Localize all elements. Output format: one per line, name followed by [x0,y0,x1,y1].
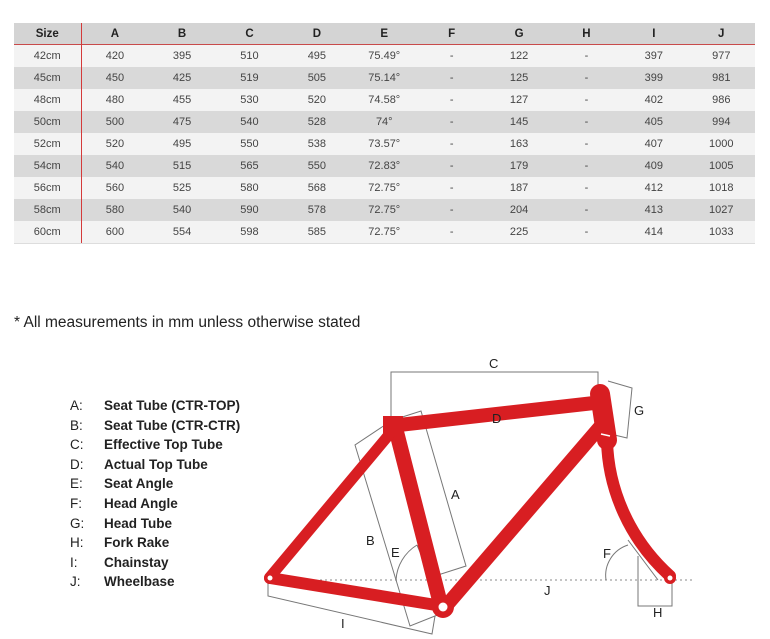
table-cell: - [418,45,485,68]
table-cell: 540 [81,155,148,177]
table-cell: 163 [485,133,552,155]
table-cell: - [553,199,620,221]
label-e: E [391,545,400,560]
fork [607,440,670,576]
label-i: I [341,616,345,631]
table-cell: 127 [485,89,552,111]
size-cell: 60cm [14,221,81,244]
legend-label: Actual Top Tube [104,456,208,472]
table-cell: 580 [216,177,283,199]
table-cell: - [418,221,485,244]
head-tube [600,394,607,440]
measurement-note: * All measurements in mm unless otherwise stated [14,314,361,331]
label-g: G [634,403,645,418]
table-cell: 525 [148,177,215,199]
table-cell: 475 [148,111,215,133]
table-cell: 204 [485,199,552,221]
table-cell: 986 [688,89,755,111]
table-cell: 515 [148,155,215,177]
size-cell: 56cm [14,177,81,199]
legend-label: Wheelbase [104,574,175,590]
table-cell: 600 [81,221,148,244]
legend-key: F: [70,495,82,511]
label-j: J [544,583,551,598]
bottom-bracket-hole [439,603,448,612]
table-cell: 528 [283,111,350,133]
legend-label: Head Angle [104,495,178,511]
table-cell: 402 [620,89,687,111]
table-cell: 179 [485,155,552,177]
table-cell: 73.57° [351,133,418,155]
table-cell: 550 [283,155,350,177]
table-cell: 405 [620,111,687,133]
table-cell: 495 [148,133,215,155]
label-d: D [492,411,502,426]
table-cell: 530 [216,89,283,111]
table-cell: 977 [688,45,755,68]
table-cell: 519 [216,67,283,89]
table-cell: 598 [216,221,283,244]
table-cell: 420 [81,45,148,68]
table-cell: - [418,177,485,199]
bike-frame [270,394,670,606]
table-cell: 74.58° [351,89,418,111]
table-cell: 550 [216,133,283,155]
column-header-g: G [485,23,552,45]
legend-key: J: [70,574,81,590]
table-cell: 580 [81,199,148,221]
table-cell: - [418,155,485,177]
table-cell: - [553,155,620,177]
legend-label: Effective Top Tube [104,437,223,453]
size-cell: 48cm [14,89,81,111]
table-cell: 397 [620,45,687,68]
legend-label: Chainstay [104,554,169,570]
column-header-h: H [553,23,620,45]
seat-tube [395,426,441,606]
label-b: B [366,533,375,548]
table-cell: 540 [148,199,215,221]
column-header-i: I [620,23,687,45]
table-cell: 565 [216,155,283,177]
legend-key: E: [70,476,83,492]
column-header-f: F [418,23,485,45]
down-tube [446,420,606,606]
column-header-c: C [216,23,283,45]
table-cell: 578 [283,199,350,221]
table-cell: 554 [148,221,215,244]
legend-key: G: [70,515,85,531]
table-cell: 590 [216,199,283,221]
table-cell: 568 [283,177,350,199]
table-cell: 520 [81,133,148,155]
table-cell: 994 [688,111,755,133]
column-header-d: D [283,23,350,45]
table-cell: 510 [216,45,283,68]
table-cell: 122 [485,45,552,68]
table-cell: 125 [485,67,552,89]
table-cell: 480 [81,89,148,111]
table-cell: 74° [351,111,418,133]
column-header-e: E [351,23,418,45]
table-cell: - [553,67,620,89]
size-cell: 54cm [14,155,81,177]
legend-label: Seat Tube (CTR-TOP) [104,398,241,413]
table-cell: - [553,45,620,68]
rear-dropout-hole [268,576,273,581]
table-cell: 1000 [688,133,755,155]
size-cell: 45cm [14,67,81,89]
label-a: A [451,487,460,502]
table-cell: 495 [283,45,350,68]
legend-label: Seat Angle [104,476,174,492]
table-cell: - [418,111,485,133]
table-cell: 520 [283,89,350,111]
table-cell: - [553,89,620,111]
table-cell: - [553,221,620,244]
table-cell: - [418,199,485,221]
table-cell: 75.14° [351,67,418,89]
table-cell: 1027 [688,199,755,221]
table-cell: 412 [620,177,687,199]
chain-stay [270,578,442,606]
table-cell: 450 [81,67,148,89]
table-cell: 414 [620,221,687,244]
table-cell: 225 [485,221,552,244]
column-header-a: A [81,23,148,45]
table-cell: 560 [81,177,148,199]
legend-label: Fork Rake [104,535,170,551]
label-h: H [653,605,663,620]
table-cell: - [553,177,620,199]
table-cell: - [553,133,620,155]
legend-key: B: [70,417,83,433]
legend-key: H: [70,535,84,551]
table-cell: 500 [81,111,148,133]
column-header-size: Size [14,23,81,45]
table-cell: 1033 [688,221,755,244]
table-cell: 413 [620,199,687,221]
table-cell: - [418,67,485,89]
table-cell: 1018 [688,177,755,199]
size-cell: 52cm [14,133,81,155]
table-cell: 395 [148,45,215,68]
size-cell: 50cm [14,111,81,133]
table-cell: 72.75° [351,199,418,221]
table-cell: 981 [688,67,755,89]
legend-label: Head Tube [104,515,173,531]
size-cell: 42cm [14,45,81,68]
table-cell: 75.49° [351,45,418,68]
legend-label: Seat Tube (CTR-CTR) [104,417,241,433]
table-cell: 399 [620,67,687,89]
table-cell: 72.83° [351,155,418,177]
table-cell: 187 [485,177,552,199]
column-header-b: B [148,23,215,45]
legend-key: I: [70,554,78,570]
table-cell: 455 [148,89,215,111]
table-cell: 1005 [688,155,755,177]
column-header-j: J [688,23,755,45]
legend-key: C: [70,437,84,453]
label-f: F [603,546,611,561]
front-dropout-hole [668,576,673,581]
table-cell: - [553,111,620,133]
table-cell: 425 [148,67,215,89]
table-cell: 538 [283,133,350,155]
table-cell: 145 [485,111,552,133]
table-cell: 72.75° [351,177,418,199]
legend-key: A: [70,398,83,413]
size-cell: 58cm [14,199,81,221]
table-cell: - [418,89,485,111]
table-cell: 540 [216,111,283,133]
legend-key: D: [70,456,84,472]
seat-cluster [383,416,403,434]
seat-stay [270,430,393,577]
table-cell: 409 [620,155,687,177]
table-cell: 505 [283,67,350,89]
table-cell: 407 [620,133,687,155]
table-cell: - [418,133,485,155]
table-cell: 72.75° [351,221,418,244]
label-c: C [489,356,499,371]
table-cell: 585 [283,221,350,244]
